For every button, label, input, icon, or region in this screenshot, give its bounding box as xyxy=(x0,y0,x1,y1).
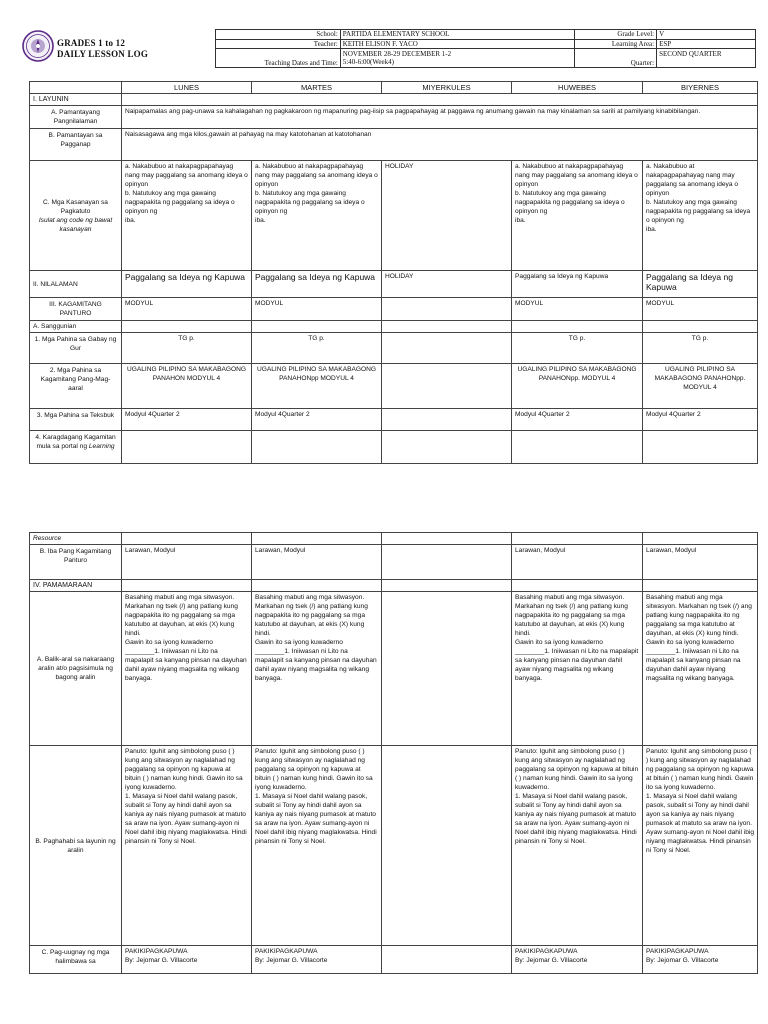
resource-thu xyxy=(512,533,643,545)
sanggunian-empty-thu xyxy=(512,321,643,333)
kagamitan-thursday: MODYUL xyxy=(512,298,643,321)
iba-pang-thursday: Larawan, Modyul xyxy=(512,545,643,580)
pamamaraan-fri xyxy=(643,580,758,592)
time-line: 5:40-6:00(Week4) xyxy=(342,58,394,66)
balik-aral-wednesday xyxy=(382,592,512,746)
kasanayan-thursday: a. Nakabubuo at nakapagpapahayag nang may paggalang sa anomang ideya o opinyon b. Natutukoy ang mga gawaing nagpapakita ng paggalang sa ideya o opinyon ng iba. xyxy=(512,161,643,271)
label-kagamitang-panturo: III. KAGAMITANG PANTURO xyxy=(30,298,122,321)
label-gabay-ng-guro: 1. Mga Pahina sa Gabay ng Gur xyxy=(30,333,122,364)
day-thursday: HUWEBES xyxy=(512,82,643,94)
area-value: ESP xyxy=(657,39,756,49)
paghahabi-monday: Panuto: Iguhit ang simbolong puso ( ) kung ang sitwasyon ay naglalahad ng paggalang sa opinyon ng kapuwa at bituin ( ) naman kung hindi. Gawin ito sa iyong kuwaderno. 1. Masaya si Noel dahil walang pasok, subalit si Tony ay hindi dahil ayon sa kaniya ay nais niyang pumasok at matuto sa araw na iyon. Ayaw sumang-ayon ni Noel dahil ibig niyang maglakwatsa. Hindi pinansin ni Tony si Noel. xyxy=(122,746,252,946)
lesson-table-top xyxy=(29,81,758,464)
teksbuk-wednesday xyxy=(382,409,512,431)
pamamaraan-tue xyxy=(252,580,382,592)
karagdagang-label-italic: Learning xyxy=(88,443,115,450)
kasanayan-label-text: C. Mga Kasanayan sa Pagkatuto xyxy=(43,198,108,215)
pag-uugnay-thursday xyxy=(512,946,643,974)
pag-uugnay-title-fri: PAKIKIPAGKAPUWA xyxy=(646,948,709,955)
pang-mag-aaral-thursday: UGALING PILIPINO SA MAKABAGONG PANAHONpp. MODYUL 4 xyxy=(512,364,643,409)
kasanayan-note: Isulat ang code ng bawat kasanayan xyxy=(38,216,113,233)
kasanayan-tuesday: a. Nakabubuo at nakapagpapahayag nang may paggalang sa anomang ideya o opinyon b. Natutukoy ang mga gawaing nagpapakita ng paggalang sa ideya o opinyon ng iba. xyxy=(252,161,382,271)
iba-pang-wednesday xyxy=(382,545,512,580)
pag-uugnay-wednesday xyxy=(382,946,512,974)
pang-mag-aaral-wednesday xyxy=(382,364,512,409)
area-label: Learning Area: xyxy=(575,39,657,49)
sanggunian-empty-wed xyxy=(382,321,512,333)
label-pag-uugnay: C. Pag-uugnay ng mga halimbawa sa xyxy=(30,946,122,974)
deped-seal-icon xyxy=(22,30,54,62)
teksbuk-tuesday: Modyul 4Quarter 2 xyxy=(252,409,382,431)
kagamitan-tuesday: MODYUL xyxy=(252,298,382,321)
paghahabi-tuesday: Panuto: Iguhit ang simbolong puso ( ) kung ang sitwasyon ay naglalahad ng paggalang sa opinyon ng kapuwa at bituin ( ) naman kung hindi. Gawin ito sa iyong kuwaderno. 1. Masaya si Noel dahil walang pasok, subalit si Tony ay hindi dahil ayon sa kaniya ay nais niyang pumasok at matuto sa araw na iyon. Ayaw sumang-ayon ni Noel dahil ibig niyang maglakwatsa. Hindi pinansin ni Tony si Noel. xyxy=(252,746,382,946)
label-pamantayan-sa-pagganap: B. Pamantayan sa Pagganap xyxy=(30,129,122,161)
header-meta-table xyxy=(215,29,756,68)
karagdagang-tuesday xyxy=(252,431,382,464)
quarter-label: Quarter: xyxy=(575,49,657,68)
school-value: PARTIDA ELEMENTARY SCHOOL xyxy=(340,30,574,40)
day-friday: BIYERNES xyxy=(643,82,758,94)
tg-thursday: TG p. xyxy=(512,333,643,364)
karagdagang-wednesday xyxy=(382,431,512,464)
kasanayan-friday: a. Nakabubuo at nakapagpapahayag nang may paggalang sa anomang ideya o opinyon b. Natutukoy ang mga gawaing nagpapakita ng paggalang sa ideya o opinyon ng iba. xyxy=(643,161,758,271)
day-wednesday: MIYERKULES xyxy=(382,82,512,94)
nilalaman-friday: Paggalang sa Ideya ng Kapuwa xyxy=(643,271,758,298)
corner-cell xyxy=(30,82,122,94)
pag-uugnay-friday xyxy=(643,946,758,974)
label-kagamitang-pang-mag-aaral: 2. Mga Pahina sa Kagamitang Pang-Mag-aaral xyxy=(30,364,122,409)
iba-pang-tuesday: Larawan, Modyul xyxy=(252,545,382,580)
pag-uugnay-title-mon: PAKIKIPAGKAPUWA xyxy=(125,948,188,955)
teksbuk-thursday: Modyul 4Quarter 2 xyxy=(512,409,643,431)
header xyxy=(22,29,756,69)
teksbuk-monday: Modyul 4Quarter 2 xyxy=(122,409,252,431)
label-sanggunian: A. Sanggunian xyxy=(30,321,122,333)
dates-line: NOVEMBER 28-29 DECEMBER 1-2 xyxy=(342,50,452,58)
nilalaman-wednesday: HOLIDAY xyxy=(382,271,512,298)
paghahabi-wednesday xyxy=(382,746,512,946)
pamamaraan-mon xyxy=(122,580,252,592)
tg-monday: TG p. xyxy=(122,333,252,364)
document-title xyxy=(57,38,148,60)
paghahabi-thursday: Panuto: Iguhit ang simbolong puso ( ) kung ang sitwasyon ay naglalahad ng paggalang sa opinyon ng kapuwa at bituin ( ) naman kung hindi. Gawin ito sa iyong kuwaderno. 1. Masaya si Noel dahil walang pasok, subalit si Tony ay hindi dahil ayon sa kaniya ay nais niyang pumasok at matuto sa araw na iyon. Ayaw sumang-ayon ni Noel dahil ibig niyang maglakwatsa. Hindi pinansin ni Tony si Noel. xyxy=(512,746,643,946)
kagamitan-monday: MODYUL xyxy=(122,298,252,321)
layunin-empty xyxy=(122,94,758,106)
nilalaman-monday: Paggalang sa Ideya ng Kapuwa xyxy=(122,271,252,298)
day-monday: LUNES xyxy=(122,82,252,94)
teacher-label: Teacher: xyxy=(216,39,341,49)
sanggunian-empty-tue xyxy=(252,321,382,333)
karagdagang-thursday xyxy=(512,431,643,464)
pang-mag-aaral-tuesday: UGALING PILIPINO SA MAKABAGONG PANAHONpp MODYUL 4 xyxy=(252,364,382,409)
label-karagdagang-kagamitan xyxy=(30,431,122,464)
nilalaman-thursday: Paggalang sa Ideya ng Kapuwa xyxy=(512,271,643,298)
pag-uugnay-monday xyxy=(122,946,252,974)
tg-friday: TG p. xyxy=(643,333,758,364)
title-grades: GRADES 1 to 12 xyxy=(57,38,126,48)
grade-label: Grade Level: xyxy=(575,30,657,40)
karagdagang-label-text: 4. Karagdagang Kagamitan mula sa portal ng xyxy=(35,434,116,450)
iba-pang-friday: Larawan, Modyul xyxy=(643,545,758,580)
label-iba-pang-kagamitan: B. Iba Pang Kagamitang Panturo xyxy=(30,545,122,580)
teksbuk-friday: Modyul 4Quarter 2 xyxy=(643,409,758,431)
kagamitan-wednesday xyxy=(382,298,512,321)
lesson-table-bottom xyxy=(29,532,758,974)
pag-uugnay-author-thu: By: Jejomar G. Villacorte xyxy=(515,957,588,964)
pamamaraan-thu xyxy=(512,580,643,592)
karagdagang-monday xyxy=(122,431,252,464)
title-dll: DAILY LESSON LOG xyxy=(57,49,149,59)
pag-uugnay-author-tue: By: Jejomar G. Villacorte xyxy=(255,957,328,964)
resource-fri xyxy=(643,533,758,545)
label-resource: Resource xyxy=(30,533,122,545)
tg-tuesday: TG p. xyxy=(252,333,382,364)
label-paghahabi: B. Paghahabi sa layunin ng aralin xyxy=(30,746,122,946)
sanggunian-empty-fri xyxy=(643,321,758,333)
day-header-row xyxy=(30,82,758,94)
label-balik-aral: A. Balik-aral sa nakaraang aralin at/o pagsisimula ng bagong aralin xyxy=(30,592,122,746)
pang-mag-aaral-friday: UGALING PILIPINO SA MAKABAGONG PANAHONpp. MODYUL 4 xyxy=(643,364,758,409)
label-teksbuk: 3. Mga Pahina sa Teksbuk xyxy=(30,409,122,431)
paghahabi-friday: Panuto: Iguhit ang simbolong puso ( ) kung ang sitwasyon ay naglalahad ng paggalang sa opinyon ng kapuwa at bituin ( ) naman kung hindi. Gawin ito sa iyong kuwaderno. 1. Masaya si Noel dahil walang pasok, subalit si Tony ay hindi dahil ayon sa kaniya ay nais niyang pumasok at matuto sa araw na iyon. Ayaw sumang-ayon ni Noel dahil ibig niyang maglakwatsa. Hindi pinansin ni Tony si Noel. xyxy=(643,746,758,946)
school-label: School: xyxy=(216,30,341,40)
pamamaraan-wed xyxy=(382,580,512,592)
resource-wed xyxy=(382,533,512,545)
pag-uugnay-title-thu: PAKIKIPAGKAPUWA xyxy=(515,948,578,955)
section-pamamaraan: IV. PAMAMARAAN xyxy=(30,580,122,592)
day-tuesday: MARTES xyxy=(252,82,382,94)
section-layunin: I. LAYUNIN xyxy=(30,94,122,106)
resource-mon xyxy=(122,533,252,545)
label-pamantayang-pangnilalaman: A. Pamantayang Pangnilalaman xyxy=(30,106,122,129)
iba-pang-monday: Larawan, Modyul xyxy=(122,545,252,580)
pamantayan-sa-pagganap-text: Naisasagawa ang mga kilos,gawain at pahayag na may katotohanan at katotohanan xyxy=(122,129,758,161)
nilalaman-tuesday: Paggalang sa Ideya ng Kapuwa xyxy=(252,271,382,298)
balik-aral-thursday: Basahing mabuti ang mga sitwasyon. Markahan ng tsek (/) ang patlang kung nagpapakita ito ng paggalang sa mga katutubo at dayuhan, at ekis (X) kung hindi. Gawin ito sa iyong kuwaderno ________1. Iniiwasan ni Lito na mapalapit sa kanyang pinsan na dayuhan dahil ayaw niyang magsalita ng wikang banyaga. xyxy=(512,592,643,746)
sanggunian-empty-mon xyxy=(122,321,252,333)
pag-uugnay-tuesday xyxy=(252,946,382,974)
kasanayan-wednesday: HOLIDAY xyxy=(382,161,512,271)
quarter-value: SECOND QUARTER xyxy=(657,49,756,68)
tg-wednesday xyxy=(382,333,512,364)
dates-value xyxy=(340,49,574,68)
pag-uugnay-author-fri: By: Jejomar G. Villacorte xyxy=(646,957,719,964)
karagdagang-friday xyxy=(643,431,758,464)
label-nilalaman: II. NILALAMAN xyxy=(30,271,122,298)
label-kasanayan xyxy=(30,161,122,271)
kasanayan-monday: a. Nakabubuo at nakapagpapahayag nang may paggalang sa anomang ideya o opinyon b. Natutukoy ang mga gawaing nagpapakita ng paggalang sa ideya o opinyon ng iba. xyxy=(122,161,252,271)
kagamitan-friday: MODYUL xyxy=(643,298,758,321)
teacher-value: KEITH ELISON F. YACO xyxy=(340,39,574,49)
grade-value: V xyxy=(657,30,756,40)
balik-aral-monday: Basahing mabuti ang mga sitwasyon. Markahan ng tsek (/) ang patlang kung nagpapakita ito ng paggalang sa mga katutubo at dayuhan, at ekis (X) kung hindi. Gawin ito sa iyong kuwaderno ________1. Iniiwasan ni Lito na mapalapit sa kanyang pinsan na dayuhan dahil ayaw niyang magsalita ng wikang banyaga. xyxy=(122,592,252,746)
pang-mag-aaral-monday: UGALING PILIPINO SA MAKABAGONG PANAHON MODYUL 4 xyxy=(122,364,252,409)
pag-uugnay-author-mon: By: Jejomar G. Villacorte xyxy=(125,957,198,964)
balik-aral-friday: Basahing mabuti ang mga sitwasyon. Markahan ng tsek (/) ang patlang kung nagpapakita ito ng paggalang sa mga katutubo at dayuhan, at ekis (X) kung hindi. Gawin ito sa iyong kuwaderno ________1. Iniiwasan ni Lito na mapalapit sa kanyang pinsan na dayuhan dahil ayaw niyang magsalita ng wikang banyaga. xyxy=(643,592,758,746)
dates-label: Teaching Dates and Time: xyxy=(216,49,341,68)
balik-aral-tuesday: Basahing mabuti ang mga sitwasyon. Markahan ng tsek (/) ang patlang kung nagpapakita ito ng paggalang sa mga katutubo at dayuhan, at ekis (X) kung hindi. Gawin ito sa iyong kuwaderno ________1. Iniiwasan ni Lito na mapalapit sa kanyang pinsan na dayuhan dahil ayaw niyang magsalita ng wikang banyaga. xyxy=(252,592,382,746)
pamantayang-pangnilalaman-text: Naipapamalas ang pag-unawa sa kahalagahan ng pagkakaroon ng mapanuring pag-iisip sa pagpapahayag at paggawa ng anumang gawain na may kinalaman sa sarili at pamilyang kinabibilangan. xyxy=(122,106,758,129)
pag-uugnay-title-tue: PAKIKIPAGKAPUWA xyxy=(255,948,318,955)
resource-tue xyxy=(252,533,382,545)
